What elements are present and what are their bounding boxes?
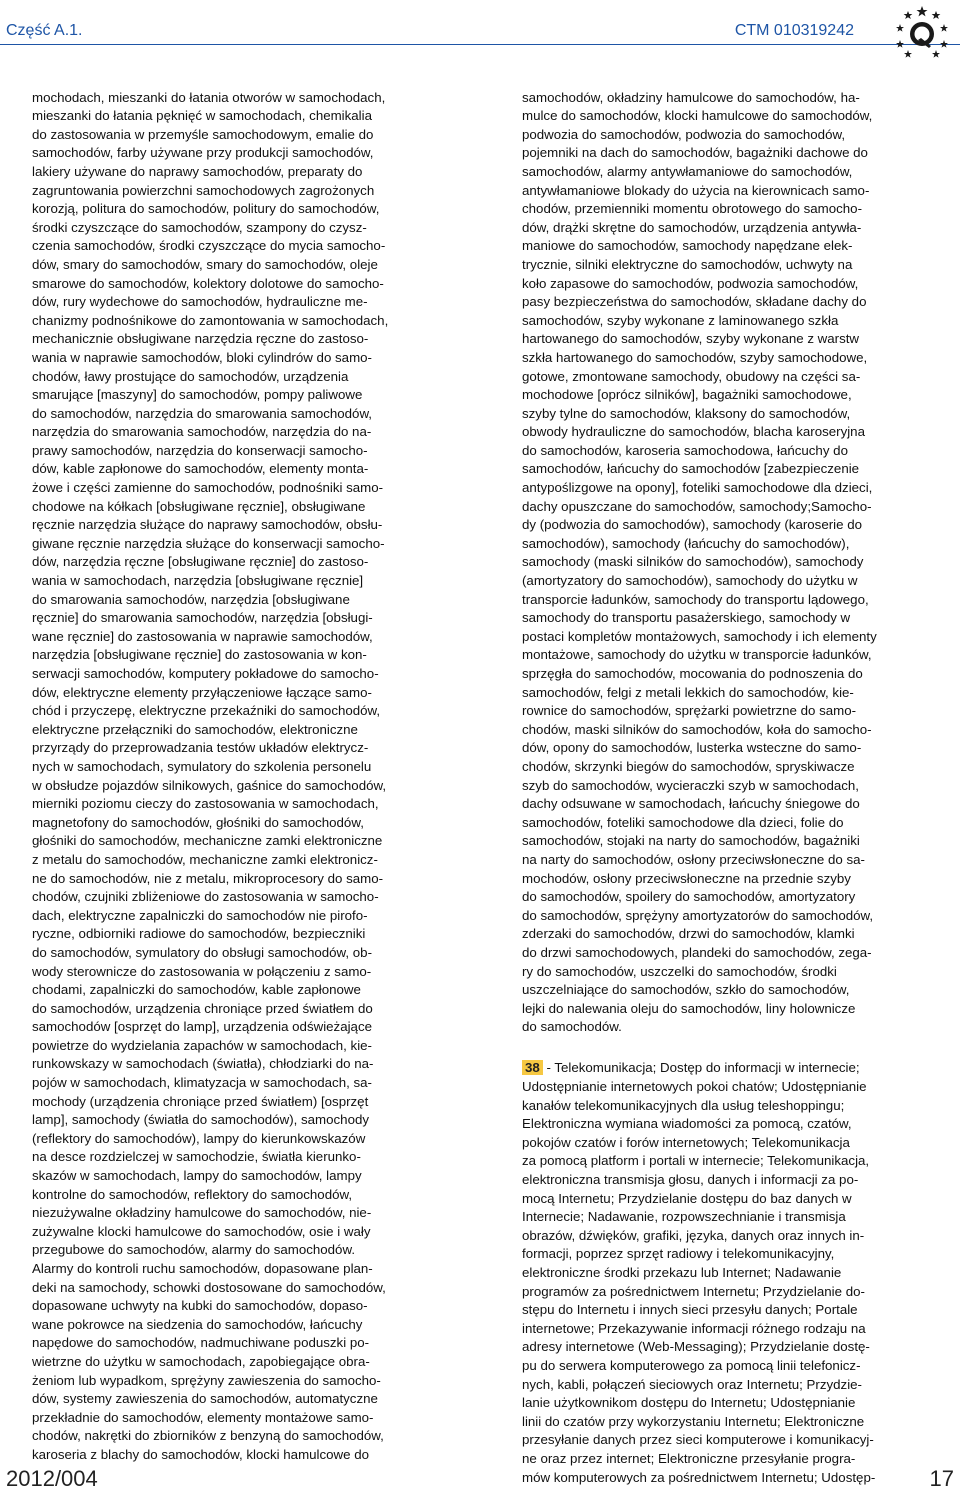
ctm-number: CTM 010319242 [734, 22, 854, 39]
body-paragraph: mochodach, mieszanki do łatania otworów w samochodach, mieszanki do łatania pęknięć w samochodach, chemikalia do zastosowania w przemyśle samochodowym, emalie do samochodów, farby używane przy produkcji samochodów, lakiery używane do naprawy samochodów, preparaty do zagruntowania powierzchni samochodowych zagrożonych korozją, politura do samochodów, politury do samochodów, środki czyszczące do samochodów, szampony do czysz- czenia samochodów, środki czyszczące do mycia samocho- dów, smary do samochodów, smary do samochodów, oleje smarowe do samochodów, kolektory dolotowe do samocho- dów, rury wydechowe do samochodów, hydrauliczne me- chanizmy podnośnikowe do zamontowania w samochodach, mechanicznie obsługiwane narzędzia ręczne do zastoso- wania w naprawie samochodów, bloki cylindrów do samo- chodów, ławy prostujące do samochodów, urządzenia smarujące [maszyny] do samochodów, pompy paliwowe do samochodów, narzędzia do smarowania samochodów, narzędzia do smarowania samochodów, narzędzia do na- prawy samochodów, narzędzia do konserwacji samocho- dów, kable zapłonowe do samochodów, elementy monta- żowe i części zamienne do samochodów, podnośniki samo- chodowe na kółkach [obsługiwane ręcznie], obsługiwane ręcznie narzędzia służące do naprawy samochodów, obsłu- giwane ręcznie narzędzia służące do konserwacji samocho- dów, narzędzia ręczne [obsługiwane ręcznie] do zastoso- wania w samochodach, narzędzia [obsługiwane ręcznie] do smarowania samochodów, narzędzia [obsługiwane ręcznie] do smarowania samochodów, narzędzia [obsługi- wane ręcznie] do zastosowania w naprawie samochodów, narzędzia [obsługiwane ręcznie] do zastosowania w kon- serwacji samochodów, komputery pokładowe do samocho- dów, elektryczne elementy przyłączeniowe łączące samo- chód i przyczepę, elektryczne przekaźniki do samochodów, elektryczne przełączniki do samochodów, elektroniczne przyrządy do przeprowadzania testów układów elektrycz- nych w samochodach, symulatory do szkolenia personelu w obsłudze pojazdów silnikowych, gaśnice do samochodów, mierniki poziomu cieczy do zastosowania w samochodach, magnetofony do samochodów, głośniki do samochodów, głośniki do samochodów, mechaniczne zamki elektroniczne z metalu do samochodów, mechaniczne zamki elektronicz- ne do samochodów, nie z metalu, mikroprocesory do samo- chodów, czujniki zbliżeniowe do zastosowania w samocho- dach, elektryczne zapalniczki do samochodów nie pirofo- ryczne, odbiorniki radiowe do samochodów, bezpieczniki do samochodów, symulatory do obsługi samochodów, ob- wody sterownicze do zastosowania w połączeniu z samo- chodami, zapalniczki do samochodów, kable zapłonowe do samochodów, urządzenia chroniące przed światłem do samochodów [osprzęt do lamp], urządzenia odświeżające powietrze do wydzielania zapachów w samochodach, kie- runkowskazy w samochodach (światła), chłodziarki do na- pojów w samochodach, klimatyzacja w samochodach, sa- mochody (urządzenia chroniące przed światłem) [osprzęt lamp], samochody (światła do samochodów), samochody (reflektory do samochodów), lampy do kierunkowskazów na desce rozdzielczej w samochodzie, światła kierunko- skazów w samochodach, lampy do samochodów, lampy kontrolne do samochodów, reflektory do samochodów, niezużywalne okładziny hamulcowe do samochodów, nie- zużywalne klocki hamulcowe do samochodów, osie i wały przegubowe do samochodów, alarmy do samochodów. Alarmy do kontroli ruchu samochodów, dopasowane plan- deki na samochody, schowki dostosowane do samochodów, dopasowane uchwyty na kubki do samochodów, dopaso- wane pokrowce na siedzenia do samochodów, łańcuchy napędowe do samochodów, nadmuchiwane poduszki po- wietrzne do użytku w samochodach, zapobiegające obra- żeniom lub wypadkom, sprężyny zawieszenia do samocho- dów, systemy zawieszenia do samochodów, automatyczne przekładnie do samochodów, elementy montażowe samo- chodów, nakrętki do zbiorników z benzyną do samochodów, karoseria z blachy do samochodów, klocki hamulcowe do [32, 89, 389, 1462]
left-text-column [32, 70, 435, 1487]
section-label: Część A.1. [6, 22, 83, 39]
page-number: 17 [929, 1466, 954, 1491]
class-38-paragraph [522, 1059, 925, 1487]
right-text-column [522, 70, 925, 1510]
header-divider [0, 44, 960, 45]
class-number-badge: 38 [522, 1060, 543, 1075]
body-paragraph: samochodów, okładziny hamulcowe do samochodów, ha- mulce do samochodów, klocki hamulcowe do samochodów, podwozia do samochodów, podwozia do samochodów, pojemniki na dach do samochodów, bagażniki dachowe do samochodów, alarmy antywłamaniowe do samochodów, antywłamaniowe blokady do użycia na kierownicach samo- chodów, przemienniki momentu obrotowego do samocho- dów, drążki skrętne do samochodów, urządzenia antywła- maniowe do samochodów, samochody napędzane elek- trycznie, silniki elektryczne do samochodów, uchwyty na koło zapasowe do samochodów, podwozia samochodów, pasy bezpieczeństwa do samochodów, składane dachy do samochodów, szyby wykonane z laminowanego szkła hartowanego do samochodów, szyby wykonane z warstw szkła hartowanego do samochodów, szyby samochodowe, gotowe, zmontowane samochody, obudowy na części sa- mochodowe [oprócz silników], bagażniki samochodowe, szyby tylne do samochodów, klaksony do samochodów, obwody hydrauliczne do samochodów, blacha karoseryjna do samochodów, karoseria samochodowa, łańcuchy do samochodów, łańcuchy do samochodów [zabezpieczenie antypoślizgowe na opony], foteliki samochodowe dla dzieci, dachy opuszczane do samochodów, samochody;Samocho- dy (podwozia do samochodów), samochody (karoserie do samochodów), samochody (łańcuchy do samochodów), samochody (maski silników do samochodów), samochody (amortyzatory do samochodów), samochody do użytku w transporcie ładunków, samochody do transportu lądowego, samochody do transportu pasażerskiego, samochody w postaci kompletów montażowych, samochody i ich elementy montażowe, samochody do użytku w transporcie ładunków, sprzęgła do samochodów, mocowania do podnoszenia do samochodów, felgi z metali lekkich do samochodów, kie- rownice do samochodów, sprężarki powietrzne do samo- chodów, maski silników do samochodów, koła do samocho- dów, opony do samochodów, lusterka wsteczne do samo- chodów, skrzynki biegów do samochodów, spryskiwacze szyb do samochodów, wycieraczki szyb w samochodach, dachy odsuwane w samochodach, łańcuchy śniegowe do samochodów, foteliki samochodowe dla dzieci, folie do samochodów, stojaki na narty do samochodów, bagażniki na narty do samochodów, osłony przeciwsłoneczne do sa- mochodów, osłony przeciwsłoneczne na przednie szyby do samochodów, spoilery do samochodów, amortyzatory do samochodów, sprężyny amortyzatorów do samochodów, zderzaki do samochodów, drzwi do samochodów, klamki do drzwi samochodowych, plandeki do samochodów, zega- ry do samochodów, uszczelki do samochodów, środki uszczelniające do samochodów, szkło do samochodów, lejki do nalewania oleju do samochodów, liny holownicze do samochodów. [522, 89, 877, 1035]
class-38-text: - Telekomunikacja; Dostęp do informacji w internecie; Udostępnianie internetowych pokoi chatów; Udostępnianie kanałów telekomunikacyjnych dla usług teleshoppingu; Elektroniczna wymiana wiadomości za pomocą, czatów, pokojów czatów i forów internetowych; Telekomunikacja za pomocą platform i portali w internecie; Telekomunikacja, elektroniczna transmisja głosu, danych i informacji za po- mocą Internetu; Przydzielanie dostępu do baz danych w Internecie; Nadawanie, rozpowszechnianie i transmisja obrazów, dźwięków, grafiki, języka, danych oraz innych in- formacji, poprzez sprzęt radiowy i telekomunikacyjny, elektroniczne środki przekazu lub Internet; Nadawanie programów za pośrednictwem Internetu; Przydzielanie do- stępu do Internetu i innych sieci przesyłu danych; Portale internetowe; Przekazywanie informacji różnego rodzaju na adresy internetowe (Web-Messaging); Przydzielanie dostę- pu do serwera komputerowego za pomocą linii telefonicz- nych, kabli, połączeń sieciowych oraz Internetu; Przydzie- lanie użytkownikom dostępu do Internetu; Udostępnianie linii do czatów przy wykorzystaniu Internetu; Elektroniczne przesyłanie danych przez sieci komputerowe i komunikacyj- ne oraz przez internet; Elektroniczne przesyłanie progra- mów komputerowych za pośrednictwem Internetu; Udostęp- [522, 1060, 876, 1485]
eu-stars-emblem-icon [894, 4, 950, 60]
issue-number: 2012/004 [6, 1466, 98, 1491]
